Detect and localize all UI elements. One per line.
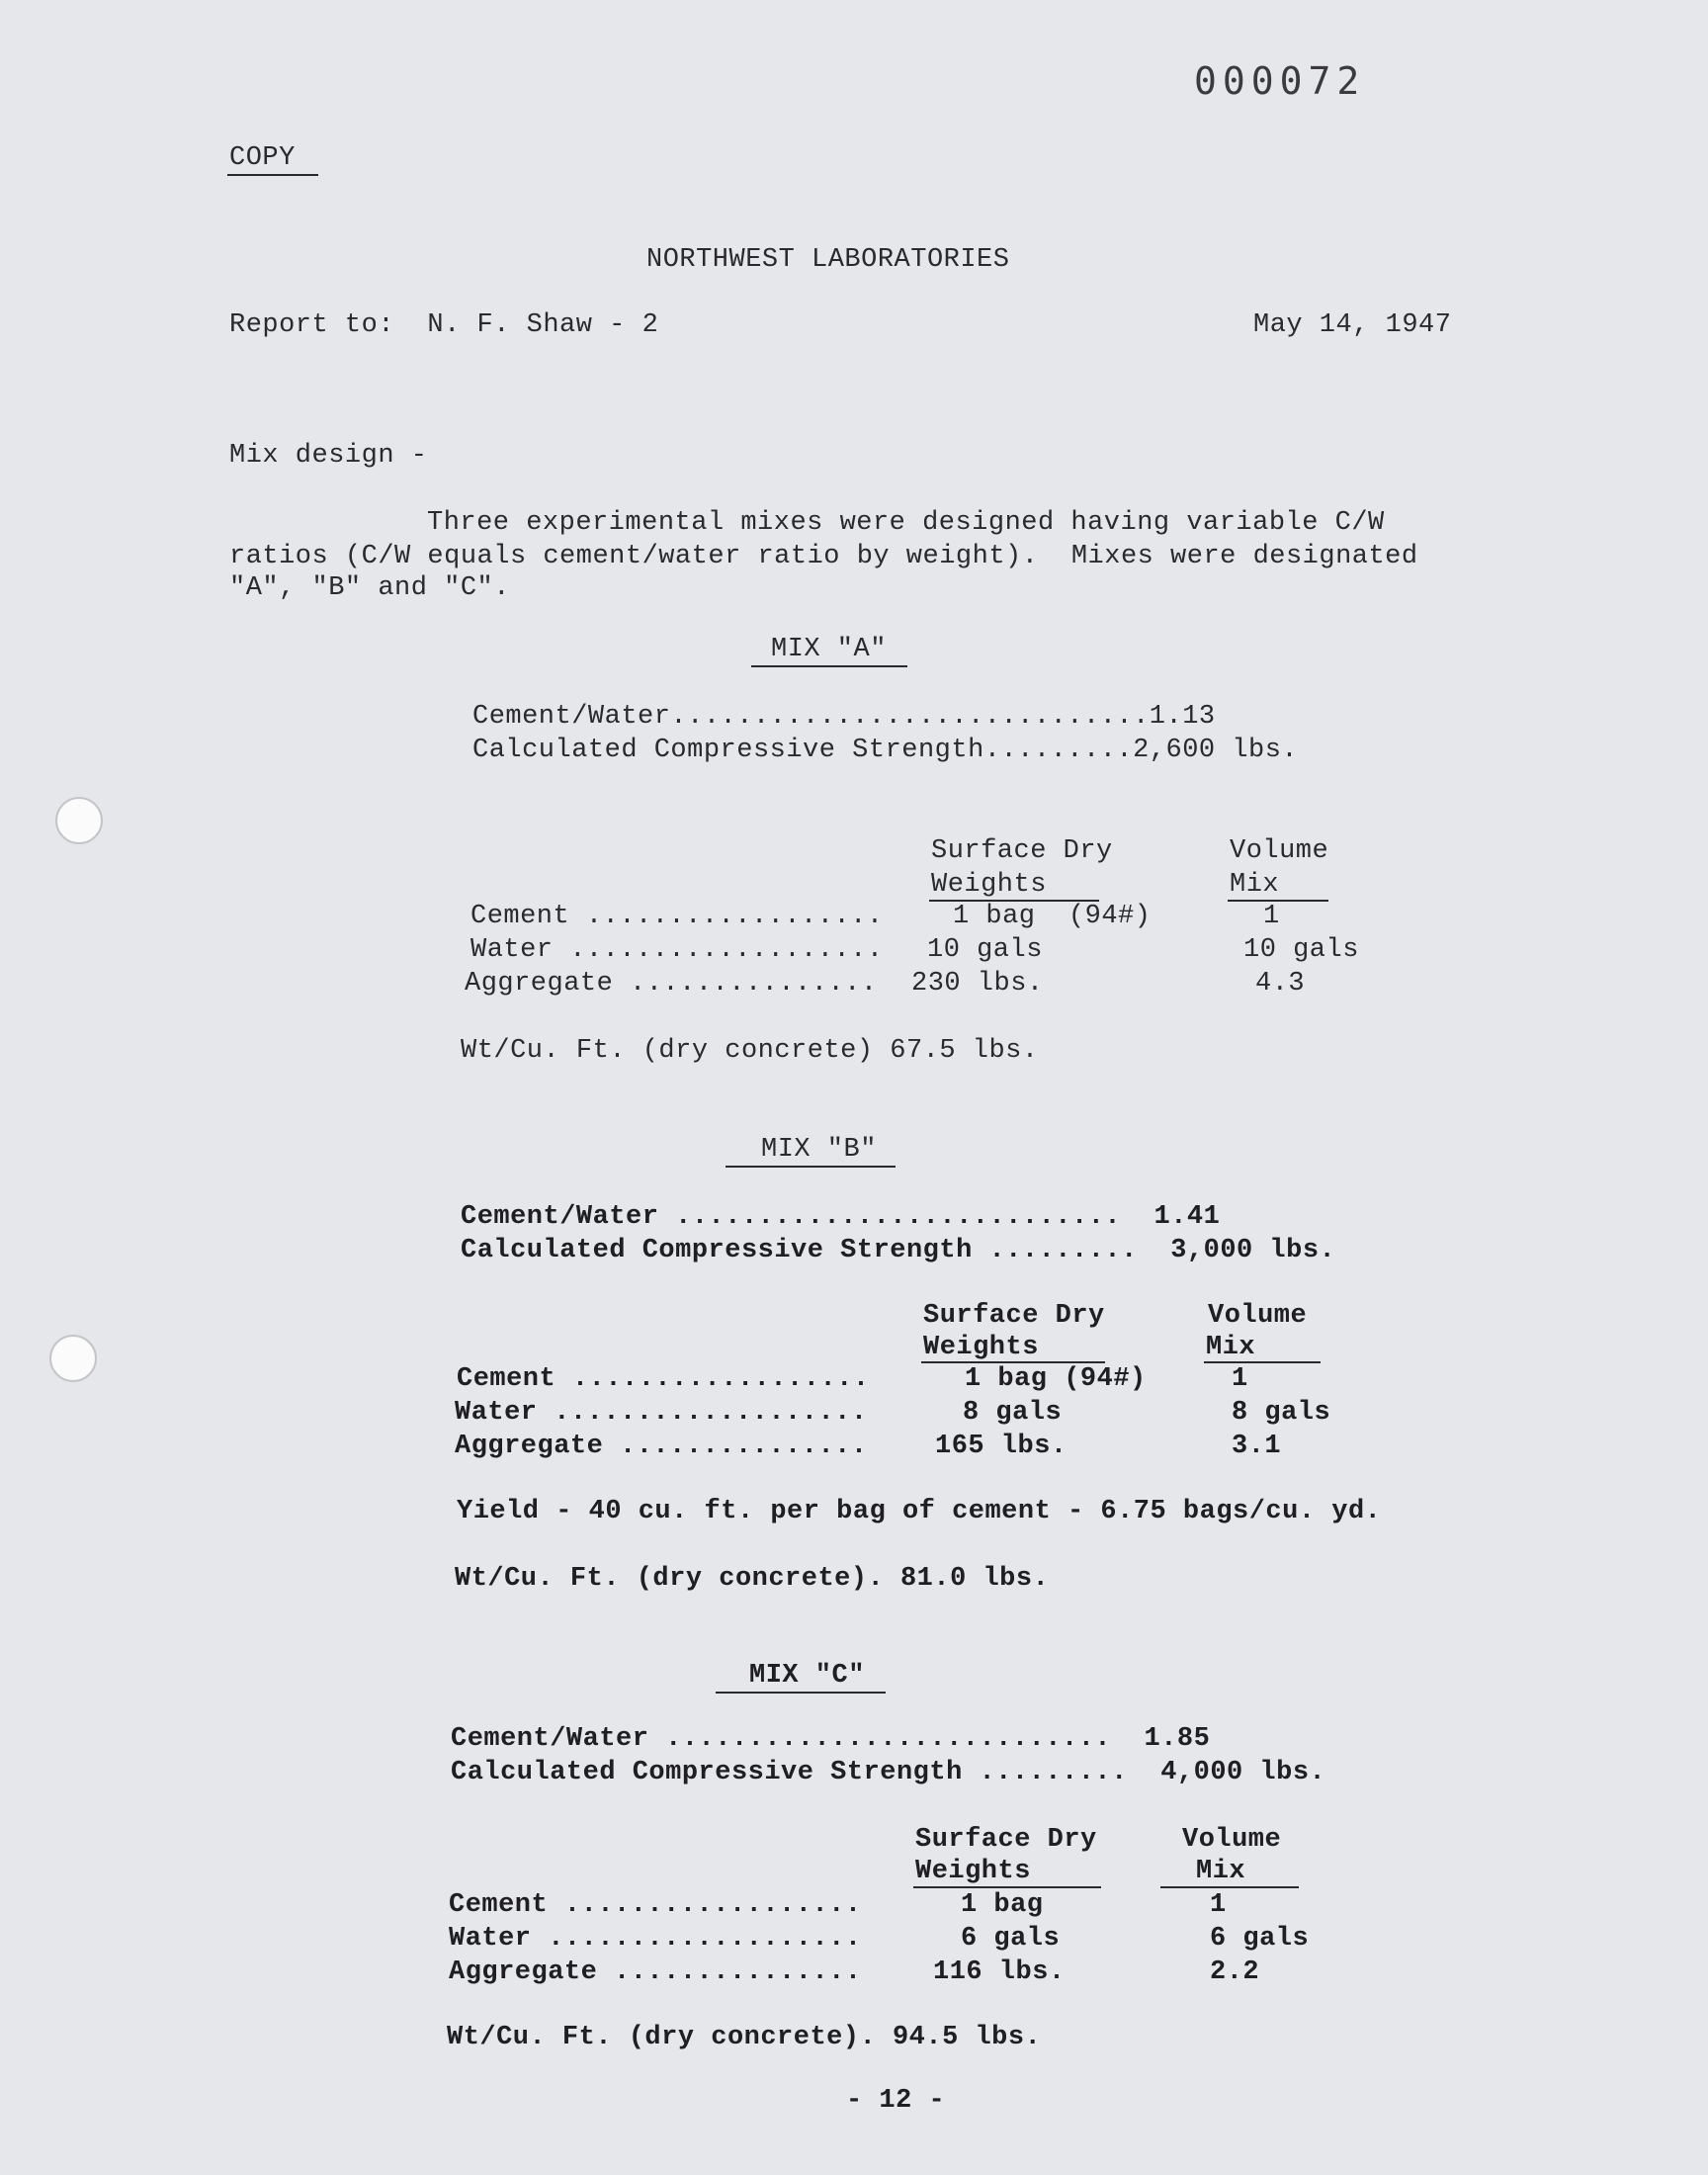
mix-c-row-volume: 2.2: [1210, 1958, 1260, 1987]
mix-c-volume-header-2: Mix: [1196, 1857, 1246, 1886]
mix-a-note: Wt/Cu. Ft. (dry concrete) 67.5 lbs.: [461, 1036, 1039, 1066]
mix-b-row-volume: 8 gals: [1232, 1398, 1331, 1428]
mix-b-weights-underline: [921, 1361, 1105, 1363]
mix-a-row-volume: 10 gals: [1243, 935, 1359, 965]
copy-label: COPY: [229, 143, 296, 173]
mix-c-row-label: Aggregate ...............: [449, 1958, 862, 1987]
copy-underline: [227, 174, 318, 176]
mix-b-row-label: Cement ..................: [457, 1364, 870, 1394]
mix-a-row-label: Cement ..................: [470, 902, 884, 931]
mix-b-volume-underline: [1204, 1361, 1321, 1363]
punch-hole-bottom: [49, 1335, 97, 1382]
mix-b-row-volume: 3.1: [1232, 1432, 1282, 1461]
mix-c-strength: Calculated Compressive Strength ......... 4,000 lbs.: [451, 1758, 1326, 1787]
mix-c-weight-note: Wt/Cu. Ft. (dry concrete). 94.5 lbs.: [447, 2023, 1042, 2052]
mix-a-title: MIX "A": [771, 635, 887, 664]
mix-b-row-weight: 1 bag (94#): [965, 1364, 1147, 1394]
mix-c-row-label: Water ...................: [449, 1924, 862, 1954]
mix-a-row-weight: 10 gals: [927, 935, 1043, 965]
mix-a-strength: Calculated Compressive Strength.........2,600 lbs.: [472, 736, 1299, 765]
mix-b-volume-header-1: Volume: [1208, 1301, 1308, 1331]
mix-c-volume-underline: [1160, 1886, 1299, 1888]
mix-a-row-volume: 1: [1263, 902, 1280, 931]
mix-b-weights-header-2: Weights: [923, 1333, 1039, 1362]
intro-line-1: Three experimental mixes were designed having variable C/W: [427, 508, 1385, 538]
mix-a-volume-header-2: Mix: [1230, 870, 1280, 900]
mix-b-row-label: Aggregate ...............: [455, 1432, 868, 1461]
mix-b-weight-note: Wt/Cu. Ft. (dry concrete). 81.0 lbs.: [455, 1564, 1050, 1594]
mix-b-yield-note: Yield - 40 cu. ft. per bag of cement - 6.75 bags/cu. yd.: [457, 1497, 1382, 1526]
mix-c-row-weight: 6 gals: [961, 1924, 1061, 1954]
intro-line-3: "A", "B" and "C".: [229, 573, 510, 603]
mix-b-title: MIX "B": [761, 1135, 877, 1165]
mix-b-strength: Calculated Compressive Strength ......... 3,000 lbs.: [461, 1236, 1336, 1265]
page-number: - 12 -: [846, 2086, 946, 2116]
mix-b-row-weight: 165 lbs.: [935, 1432, 1068, 1461]
mix-b-title-underline: [726, 1166, 896, 1168]
mix-a-row-label: Water ...................: [470, 935, 884, 965]
mix-c-weights-header-2: Weights: [915, 1857, 1031, 1886]
organization-title: NORTHWEST LABORATORIES: [646, 245, 1010, 275]
mix-a-row-weight: 230 lbs.: [911, 969, 1044, 999]
mix-c-weights-underline: [913, 1886, 1101, 1888]
mix-b-row-weight: 8 gals: [963, 1398, 1063, 1428]
mix-c-row-label: Cement ..................: [449, 1890, 862, 1920]
mix-c-row-weight: 1 bag: [961, 1890, 1044, 1920]
intro-line-2: ratios (C/W equals cement/water ratio by weight). Mixes were designated: [229, 542, 1418, 571]
mix-a-volume-header-1: Volume: [1230, 836, 1329, 866]
mix-c-cement-water: Cement/Water ........................... 1.85: [451, 1724, 1211, 1754]
mix-b-row-volume: 1: [1232, 1364, 1248, 1394]
section-heading: Mix design -: [229, 441, 428, 471]
mix-a-weights-header-2: Weights: [931, 870, 1047, 900]
report-to: Report to: N. F. Shaw - 2: [229, 310, 659, 340]
mix-b-cement-water: Cement/Water ........................... 1.41: [461, 1202, 1221, 1232]
mix-b-row-label: Water ...................: [455, 1398, 868, 1428]
mix-c-volume-header-1: Volume: [1182, 1825, 1282, 1855]
mix-c-weights-header-1: Surface Dry: [915, 1825, 1097, 1855]
mix-a-row-volume: 4.3: [1255, 969, 1306, 999]
mix-a-cement-water: Cement/Water.............................1.13: [472, 702, 1216, 732]
mix-b-weights-header-1: Surface Dry: [923, 1301, 1105, 1331]
mix-c-title: MIX "C": [749, 1661, 865, 1691]
mix-c-row-weight: 116 lbs.: [933, 1958, 1066, 1987]
mix-a-row-label: Aggregate ...............: [465, 969, 878, 999]
mix-a-weights-header-1: Surface Dry: [931, 836, 1113, 866]
mix-b-volume-header-2: Mix: [1206, 1333, 1256, 1362]
mix-a-title-underline: [751, 665, 907, 667]
mix-c-title-underline: [716, 1692, 886, 1694]
report-date: May 14, 1947: [1253, 310, 1452, 340]
mix-c-row-volume: 6 gals: [1210, 1924, 1310, 1954]
mix-a-row-weight: 1 bag (94#): [953, 902, 1152, 931]
punch-hole-top: [55, 797, 103, 844]
document-number: 000072: [1194, 59, 1366, 103]
mix-c-row-volume: 1: [1210, 1890, 1227, 1920]
